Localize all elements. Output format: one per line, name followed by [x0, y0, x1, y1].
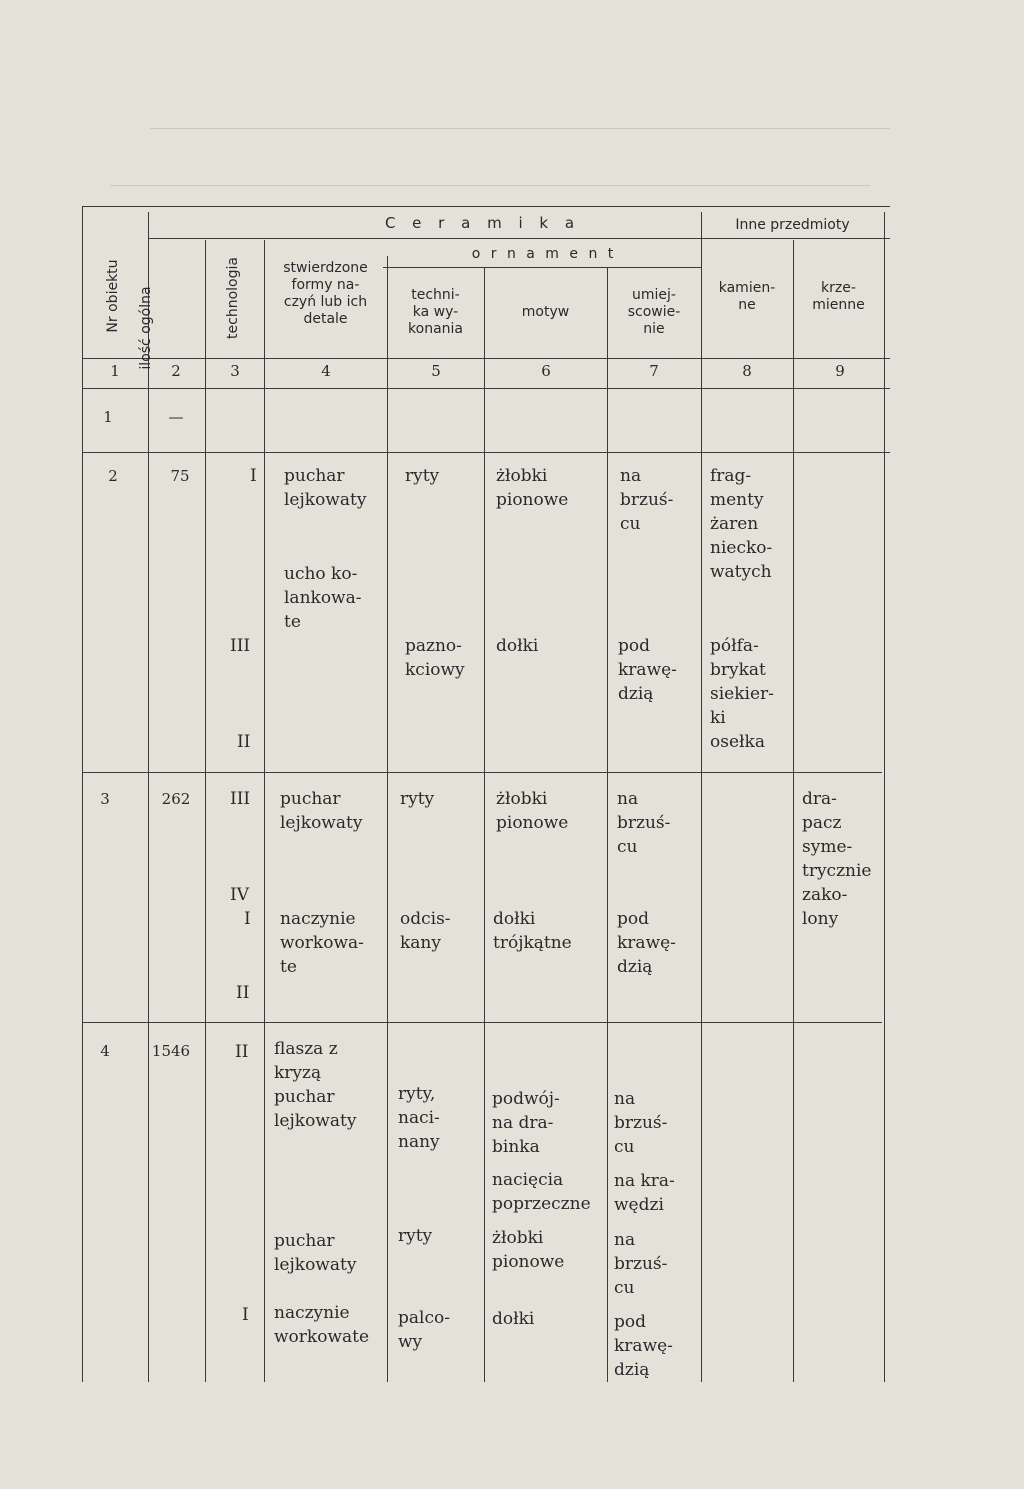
scan-artifact-line [150, 128, 890, 129]
cell-formy: ucho ko- lankowa- te [284, 564, 362, 632]
row-ilosc: 262 [161, 790, 191, 808]
cell-technika: palco- wy [398, 1308, 450, 1352]
row-nr: 2 [108, 467, 118, 485]
col-number: 9 [835, 362, 845, 380]
col-number: 5 [431, 362, 441, 380]
cell-motyw: dołki trójkątne [493, 909, 572, 953]
header-motyw: motyw [521, 304, 570, 320]
col-number: 4 [321, 362, 331, 380]
row-nr: 4 [100, 1042, 110, 1060]
col-border-5 [484, 268, 485, 1382]
cell-technika: ryty, naci- nany [398, 1084, 440, 1152]
cell-technika: pazno- kciowy [405, 636, 465, 680]
col-border-right [884, 212, 885, 1382]
header-ceramika: C e r a m i k a [384, 214, 581, 232]
cell-motyw: żłobki pionowe [496, 466, 569, 510]
cell-umiejscowienie: pod krawę- dzią [618, 636, 677, 704]
cell-technika: ryty [400, 789, 435, 809]
cell-formy: puchar lejkowaty [274, 1231, 357, 1275]
col-number: 2 [171, 362, 181, 380]
cell-technika: ryty [398, 1226, 433, 1246]
row-nr: 1 [103, 408, 113, 426]
cell-motyw: dołki [492, 1309, 535, 1329]
row-ilosc: 75 [170, 467, 190, 485]
cell-umiejscowienie: na kra- wędzi [614, 1171, 675, 1215]
col-border-3 [264, 240, 265, 1382]
cell-formy: puchar lejkowaty [284, 466, 367, 510]
row-nr: 3 [100, 790, 110, 808]
col-border-7 [701, 212, 702, 1382]
col-number: 8 [742, 362, 752, 380]
cell-technologia: I [250, 466, 257, 486]
header-kamienne: kamien- ne [718, 280, 776, 313]
table-top-border [82, 206, 890, 207]
cell-kamienne: półfa- brykat siekier- ki osełka [710, 636, 774, 752]
col-border-1 [148, 212, 149, 1382]
row3-border [82, 1022, 882, 1023]
header-bottom-border [82, 358, 890, 359]
row-ilosc: 1546 [151, 1042, 191, 1060]
col-border-4 [387, 256, 388, 1382]
row2-border [82, 772, 882, 773]
cell-formy: flasza z kryzą puchar lejkowaty [274, 1039, 357, 1131]
col-number: 7 [649, 362, 659, 380]
col-number: 1 [110, 362, 120, 380]
header-nr-obiektu: Nr obiektu [105, 259, 121, 333]
cell-technologia: IV [230, 885, 249, 905]
cell-motyw: nacięcia poprzeczne [492, 1170, 591, 1214]
cell-umiejscowienie: na brzuś- cu [617, 789, 671, 857]
col-number: 6 [541, 362, 551, 380]
col-border-6 [607, 268, 608, 1382]
col-numbers-border [82, 388, 890, 389]
cell-formy: naczynie workowa- te [280, 909, 364, 977]
header-krzemienne: krze- mienne [812, 280, 865, 313]
cell-formy: naczynie workowate [274, 1303, 370, 1347]
col-border-left [82, 206, 83, 1382]
header-inne-przedmioty: Inne przedmioty [735, 217, 850, 233]
cell-motyw: podwój- na dra- binka [492, 1089, 560, 1157]
cell-technologia: II [235, 1042, 249, 1062]
cell-technologia: I [244, 909, 251, 929]
row-ilosc: — [168, 408, 184, 426]
cell-technologia: II [237, 732, 251, 752]
cell-technologia: III [230, 789, 251, 809]
header-formy: stwierdzone formy na- czyń lub ich detale [283, 260, 368, 327]
cell-technika: ryty [405, 466, 440, 486]
header-ilosc-ogolna: ilość ogólna [138, 286, 154, 370]
row1-border [82, 452, 890, 453]
cell-umiejscowienie: na brzuś- cu [614, 1230, 668, 1298]
ornament-divider [383, 267, 701, 268]
cell-technologia: I [242, 1305, 249, 1325]
header-technologia: technologia [225, 257, 241, 339]
cell-motyw: żłobki pionowe [492, 1228, 565, 1272]
scan-artifact-line [110, 185, 870, 186]
header-umiejscowienie: umiej- scowie- nie [627, 287, 681, 337]
cell-umiejscowienie: pod krawę- dzią [617, 909, 676, 977]
cell-umiejscowienie: na brzuś- cu [614, 1089, 668, 1157]
cell-motyw: dołki [496, 636, 539, 656]
header-ornament: o r n a m e n t [471, 246, 617, 262]
cell-technika: odcis- kany [400, 909, 451, 953]
col-number: 3 [230, 362, 240, 380]
col-border-2 [205, 240, 206, 1382]
header-divider [148, 238, 890, 239]
cell-motyw: żłobki pionowe [496, 789, 569, 833]
cell-technologia: II [236, 983, 250, 1003]
cell-umiejscowienie: na brzuś- cu [620, 466, 674, 534]
header-technika: techni- ka wy- konania [408, 287, 463, 337]
cell-umiejscowienie: pod krawę- dzią [614, 1312, 673, 1380]
cell-formy: puchar lejkowaty [280, 789, 363, 833]
cell-krzemienne: dra- pacz syme- trycznie zako- lony [802, 789, 872, 929]
cell-technologia: III [230, 636, 251, 656]
col-border-8 [793, 240, 794, 1382]
cell-kamienne: frag- menty żaren niecko- watych [710, 466, 773, 582]
